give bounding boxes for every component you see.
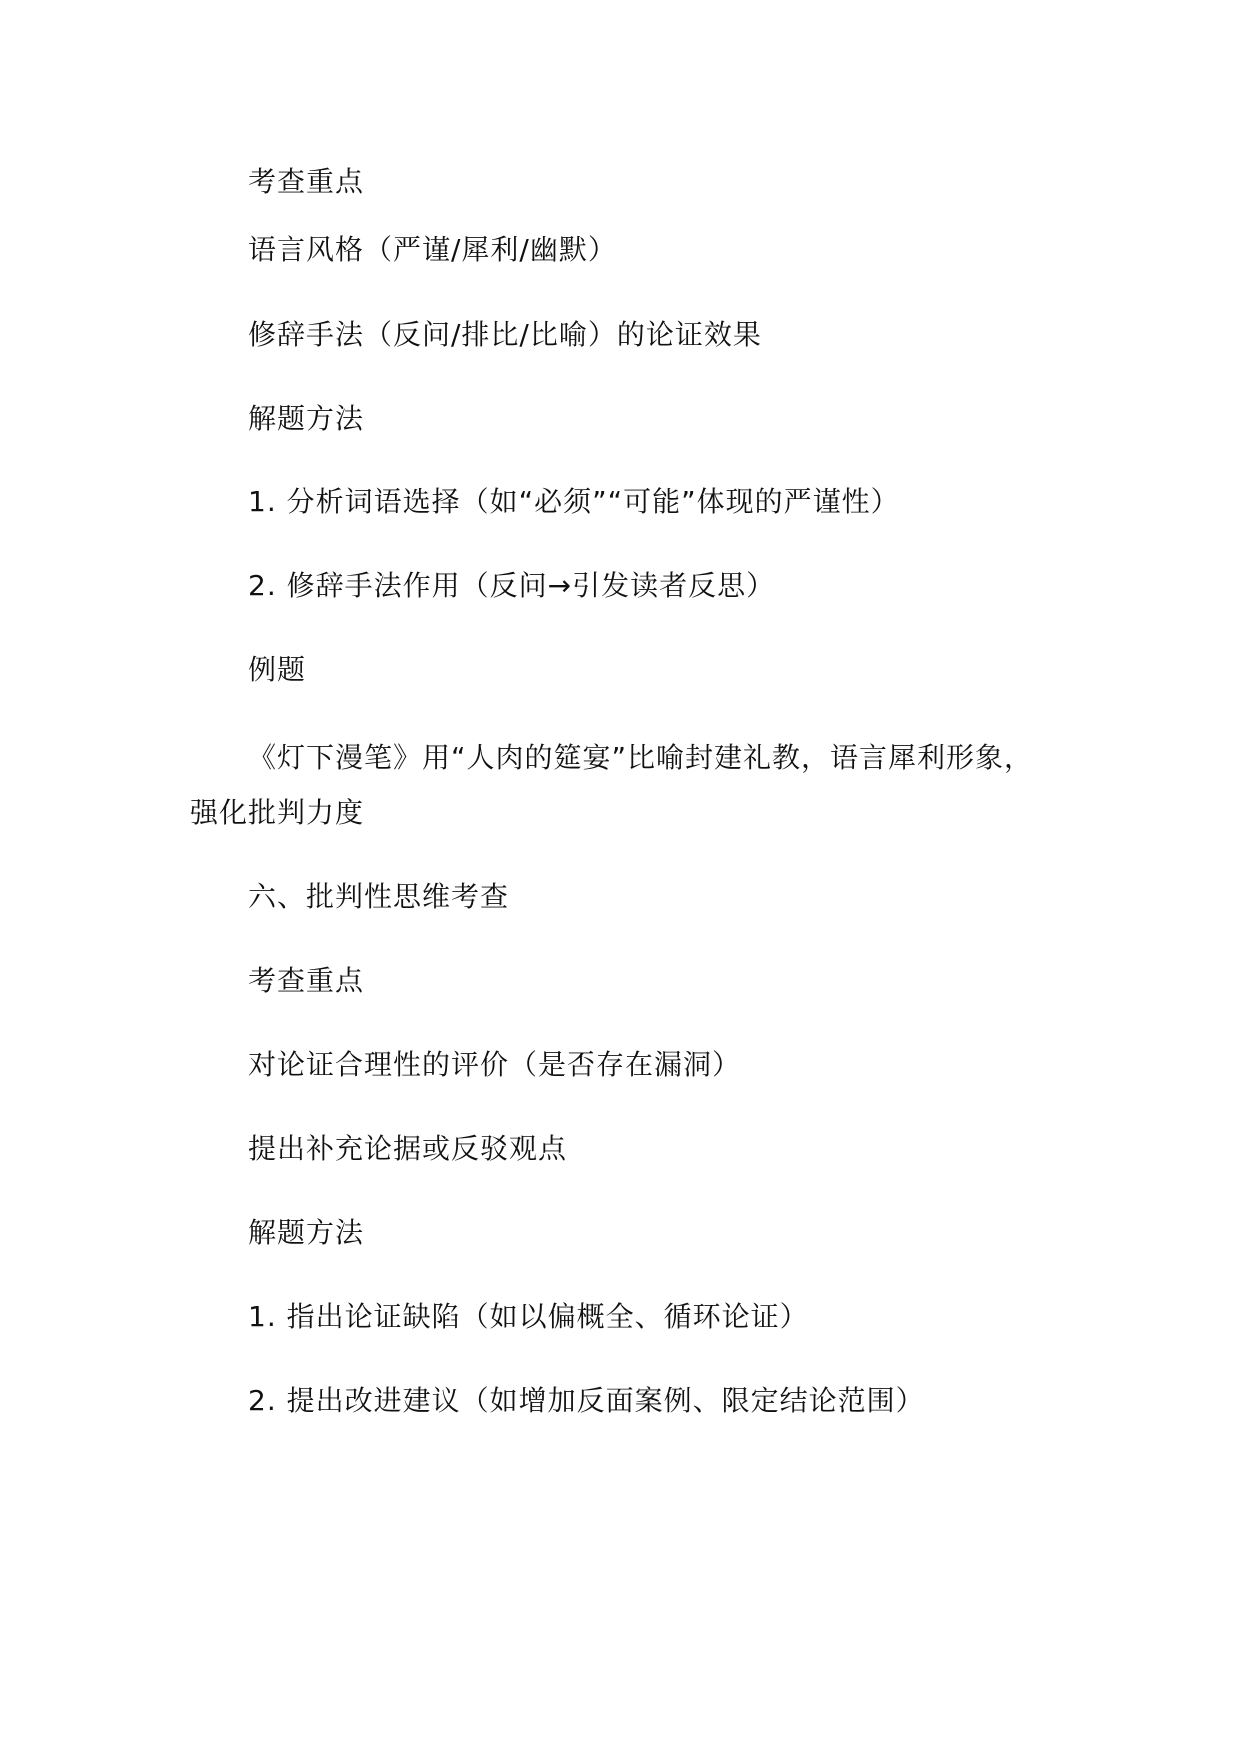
focus-item-supplement: 提出补充论据或反驳观点: [248, 1132, 568, 1165]
focus-item-evaluation: 对论证合理性的评价（是否存在漏洞）: [248, 1048, 742, 1081]
focus-item-language-style: 语言风格（严谨/犀利/幽默）: [248, 233, 617, 266]
section-heading-method-2: 解题方法: [248, 1216, 365, 1249]
method-step-2-b: 2. 提出改进建议（如增加反面案例、限定结论范围）: [248, 1384, 925, 1417]
method-step-2: 2. 修辞手法作用（反问→引发读者反思）: [248, 569, 776, 602]
section-heading-focus-2: 考查重点: [248, 964, 365, 997]
example-text: 《灯下漫笔》用“人肉的筵宴”比喻封建礼教，语言犀利形象，强化批判力度: [190, 741, 1034, 829]
method-step-1-b: 1. 指出论证缺陷（如以偏概全、循环论证）: [248, 1300, 809, 1333]
section-heading-focus: 考查重点: [248, 165, 365, 198]
section-heading-method: 解题方法: [248, 402, 365, 435]
section-heading-critical-thinking: 六、批判性思维考查: [248, 880, 510, 913]
section-heading-example: 例题: [248, 653, 307, 686]
method-step-1: 1. 分析词语选择（如“必须”“可能”体现的严谨性）: [248, 485, 900, 518]
focus-item-rhetoric: 修辞手法（反问/排比/比喻）的论证效果: [248, 318, 762, 351]
